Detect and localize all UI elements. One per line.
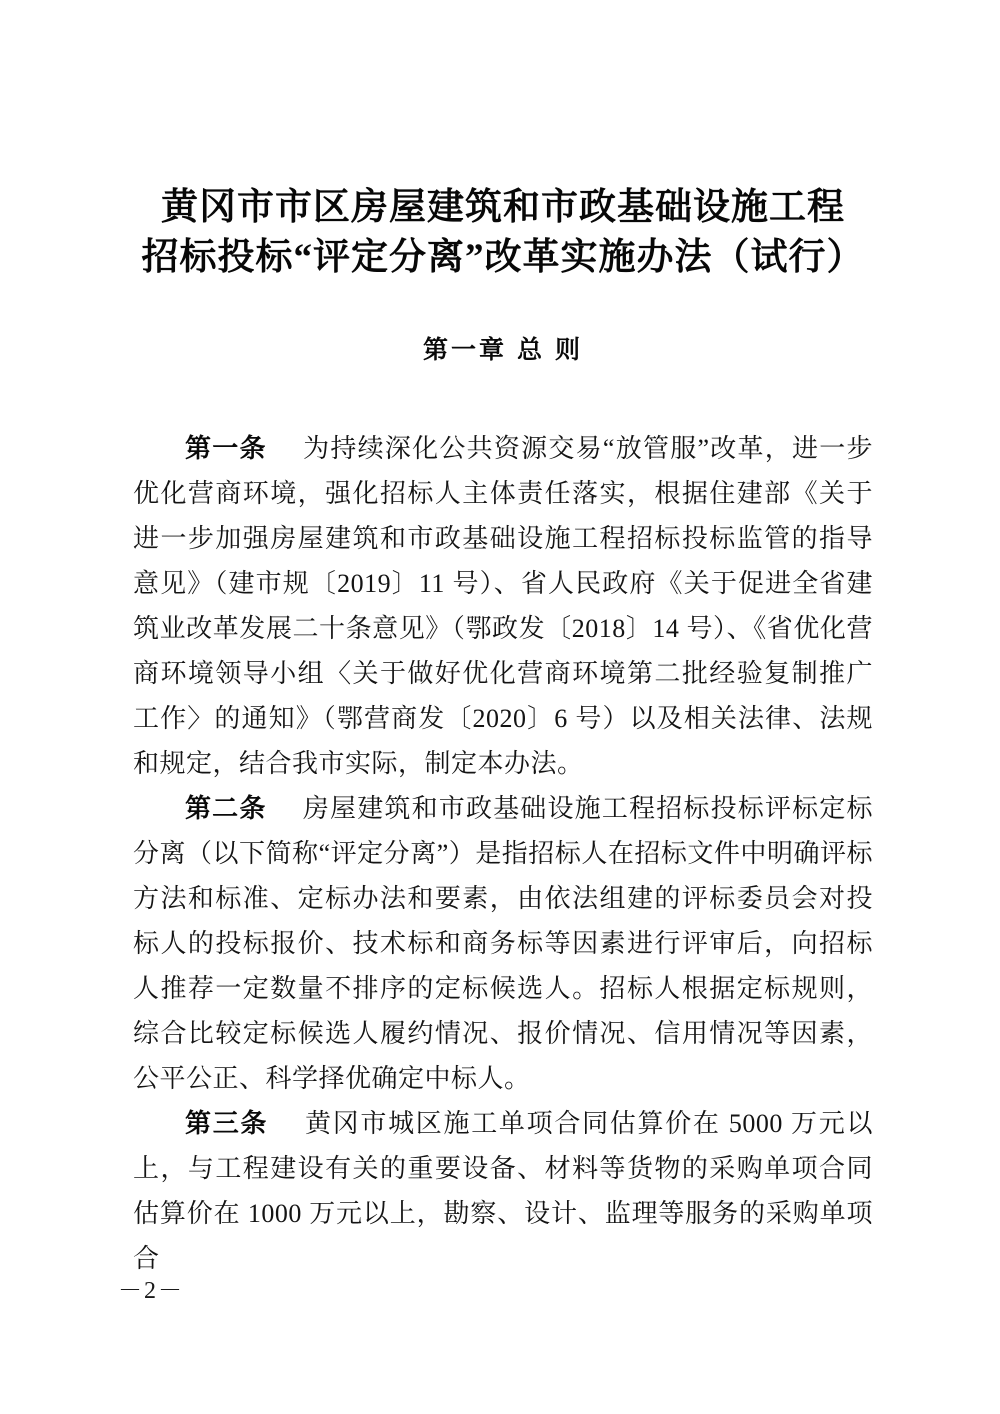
article-2-text: 房屋建筑和市政基础设施工程招标投标评标定标分离（以下简称“评定分离”）是指招标人在招标文件中明确评标方法和标准、定标办法和要素，由依法组建的评标委员会对投标人的投标报价、技术标和商务标等因素进行评审后，向招标人推荐一定数量不排序的定标候选人。招标人根据定标规则，综合比较定标候选人履约情况、报价情况、信用情况等因素，公平公正、科学择优确定中标人。: [133, 794, 873, 1093]
chapter-heading: 第一章 总 则: [423, 336, 583, 364]
paragraph-article-3: [133, 1101, 873, 1281]
paragraph-article-1: [133, 426, 873, 786]
paragraph-article-2: [133, 786, 873, 1101]
article-2-label: 第二条: [185, 793, 267, 823]
article-3-text: 黄冈市城区施工单项合同估算价在 5000 万元以上，与工程建设有关的重要设备、材料等货物的采购单项合同估算价在 1000 万元以上，勘察、设计、监理等服务的采购单项合: [133, 1109, 873, 1273]
document-title: [133, 183, 873, 283]
article-1-text: 为持续深化公共资源交易“放管服”改革，进一步优化营商环境，强化招标人主体责任落实，根据住建部《关于进一步加强房屋建筑和市政基础设施工程招标投标监管的指导意见》（建市规〔2019〕11 号）、省人民政府《关于促进全省建筑业改革发展二十条意见》（鄂政发〔2018〕14 号）、《省优化营商环境领导小组〈关于做好优化营商环境第二批经验复制推广工作〉的通知》（鄂营商发〔2020〕6 号）以及相关法律、法规和规定，结合我市实际，制定本办法。: [133, 434, 873, 778]
page-number: －2－: [118, 1278, 184, 1304]
article-3-label: 第三条: [185, 1108, 269, 1138]
document-body: [133, 426, 873, 1281]
document-title-line-1: 黄冈市市区房屋建筑和市政基础设施工程: [161, 187, 845, 228]
article-1-label: 第一条: [185, 433, 267, 463]
document-title-line-2: 招标投标“评定分离”改革实施办法（试行）: [141, 237, 865, 278]
